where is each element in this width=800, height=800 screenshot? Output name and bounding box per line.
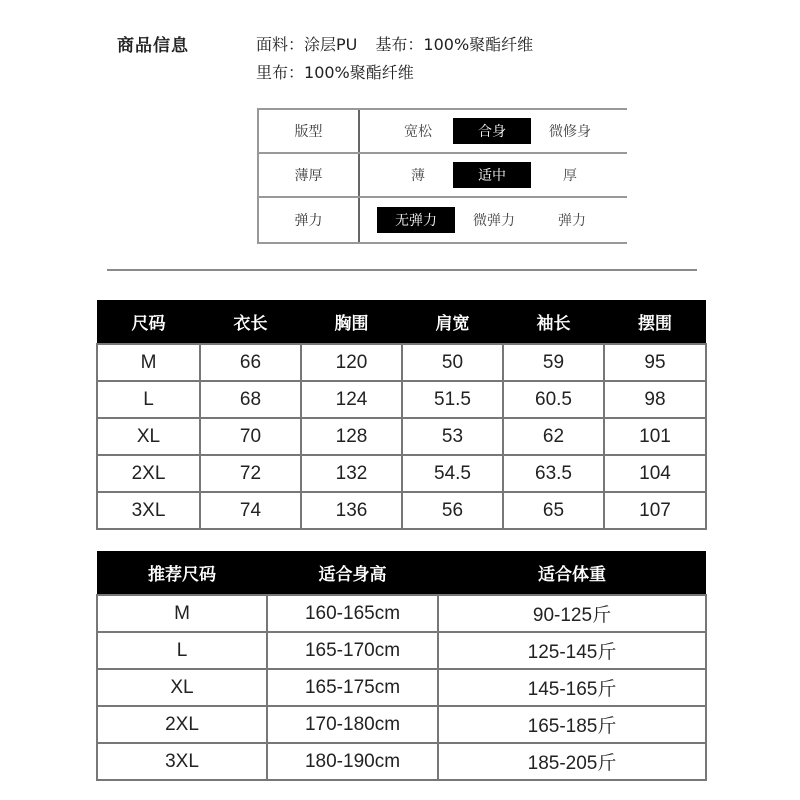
- attribute-label: 版型: [259, 110, 360, 152]
- table-cell: 53: [402, 418, 503, 455]
- table-cell: M: [97, 595, 267, 632]
- table-cell: 3XL: [97, 743, 267, 780]
- attribute-option-selected: 适中: [453, 162, 531, 188]
- attribute-label: 弹力: [259, 198, 360, 242]
- column-header-size: 尺码: [97, 300, 200, 344]
- column-header-shoulder: 肩宽: [402, 300, 503, 344]
- table-cell: 128: [301, 418, 402, 455]
- attribute-option: 微弹力: [473, 213, 515, 229]
- attribute-table: [257, 108, 627, 244]
- table-cell: 65: [503, 492, 604, 529]
- table-cell: XL: [97, 418, 200, 455]
- lining-label: 里布：: [256, 63, 305, 82]
- table-cell: 145-165斤: [438, 669, 706, 706]
- base-value: 100%聚酯纤维: [423, 35, 534, 54]
- table-cell: 170-180cm: [267, 706, 438, 743]
- table-cell: 120: [301, 344, 402, 381]
- table-cell: 2XL: [97, 706, 267, 743]
- column-header-length: 衣长: [200, 300, 301, 344]
- table-row: [97, 669, 706, 706]
- recommended-size-table: [96, 551, 707, 781]
- table-row: [97, 455, 706, 492]
- table-cell: XL: [97, 669, 267, 706]
- base-label: 基布：: [375, 35, 424, 54]
- table-row: [97, 706, 706, 743]
- attribute-option: 微修身: [549, 124, 591, 140]
- column-header-height: 适合身高: [267, 551, 438, 595]
- table-cell: 95: [604, 344, 706, 381]
- table-cell: 62: [503, 418, 604, 455]
- table-row: [97, 632, 706, 669]
- table-row: [97, 595, 706, 632]
- table-cell: 60.5: [503, 381, 604, 418]
- table-cell: 107: [604, 492, 706, 529]
- size-chart-header-row: [97, 300, 706, 344]
- column-header-sleeve: 袖长: [503, 300, 604, 344]
- table-cell: M: [97, 344, 200, 381]
- table-cell: 63.5: [503, 455, 604, 492]
- recommended-header-row: [97, 551, 706, 595]
- attribute-option-selected: 合身: [453, 118, 531, 144]
- table-cell: L: [97, 632, 267, 669]
- table-row: [97, 381, 706, 418]
- table-row: [97, 344, 706, 381]
- table-cell: 136: [301, 492, 402, 529]
- table-cell: 72: [200, 455, 301, 492]
- product-info-title: 商品信息: [117, 36, 189, 56]
- fabric-value: 涂层PU: [304, 35, 358, 54]
- table-cell: 3XL: [97, 492, 200, 529]
- table-cell: 101: [604, 418, 706, 455]
- table-cell: 165-185斤: [438, 706, 706, 743]
- table-row: [97, 743, 706, 780]
- table-cell: 68: [200, 381, 301, 418]
- table-cell: L: [97, 381, 200, 418]
- table-row: [97, 492, 706, 529]
- column-header-recommended-size: 推荐尺码: [97, 551, 267, 595]
- attribute-option: 厚: [563, 168, 577, 184]
- column-header-weight: 适合体重: [438, 551, 706, 595]
- column-header-hem: 摆围: [604, 300, 706, 344]
- table-cell: 132: [301, 455, 402, 492]
- table-cell: 90-125斤: [438, 595, 706, 632]
- table-cell: 185-205斤: [438, 743, 706, 780]
- attribute-options: [360, 154, 627, 196]
- column-header-chest: 胸围: [301, 300, 402, 344]
- attribute-options: [360, 110, 627, 152]
- fabric-line: [256, 32, 533, 55]
- table-cell: 70: [200, 418, 301, 455]
- lining-line: [256, 60, 414, 83]
- table-cell: 54.5: [402, 455, 503, 492]
- table-cell: 66: [200, 344, 301, 381]
- table-cell: 104: [604, 455, 706, 492]
- attribute-label: 薄厚: [259, 154, 360, 196]
- table-cell: 165-175cm: [267, 669, 438, 706]
- table-cell: 98: [604, 381, 706, 418]
- table-cell: 74: [200, 492, 301, 529]
- attribute-option-selected: 无弹力: [377, 207, 455, 233]
- lining-value: 100%聚酯纤维: [304, 63, 414, 82]
- table-cell: 59: [503, 344, 604, 381]
- attribute-option: 弹力: [558, 213, 586, 229]
- attribute-row-fit: [259, 110, 627, 154]
- table-cell: 160-165cm: [267, 595, 438, 632]
- table-cell: 56: [402, 492, 503, 529]
- section-divider: [107, 269, 697, 271]
- table-cell: 165-170cm: [267, 632, 438, 669]
- attribute-options: [360, 198, 627, 242]
- table-cell: 51.5: [402, 381, 503, 418]
- table-cell: 2XL: [97, 455, 200, 492]
- table-row: [97, 418, 706, 455]
- size-chart-table: [96, 300, 707, 530]
- fabric-label: 面料：: [256, 35, 305, 54]
- attribute-option: 薄: [411, 168, 425, 184]
- table-cell: 180-190cm: [267, 743, 438, 780]
- table-cell: 125-145斤: [438, 632, 706, 669]
- table-cell: 50: [402, 344, 503, 381]
- attribute-row-thickness: [259, 154, 627, 198]
- attribute-row-elasticity: [259, 198, 627, 242]
- attribute-option: 宽松: [404, 124, 432, 140]
- table-cell: 124: [301, 381, 402, 418]
